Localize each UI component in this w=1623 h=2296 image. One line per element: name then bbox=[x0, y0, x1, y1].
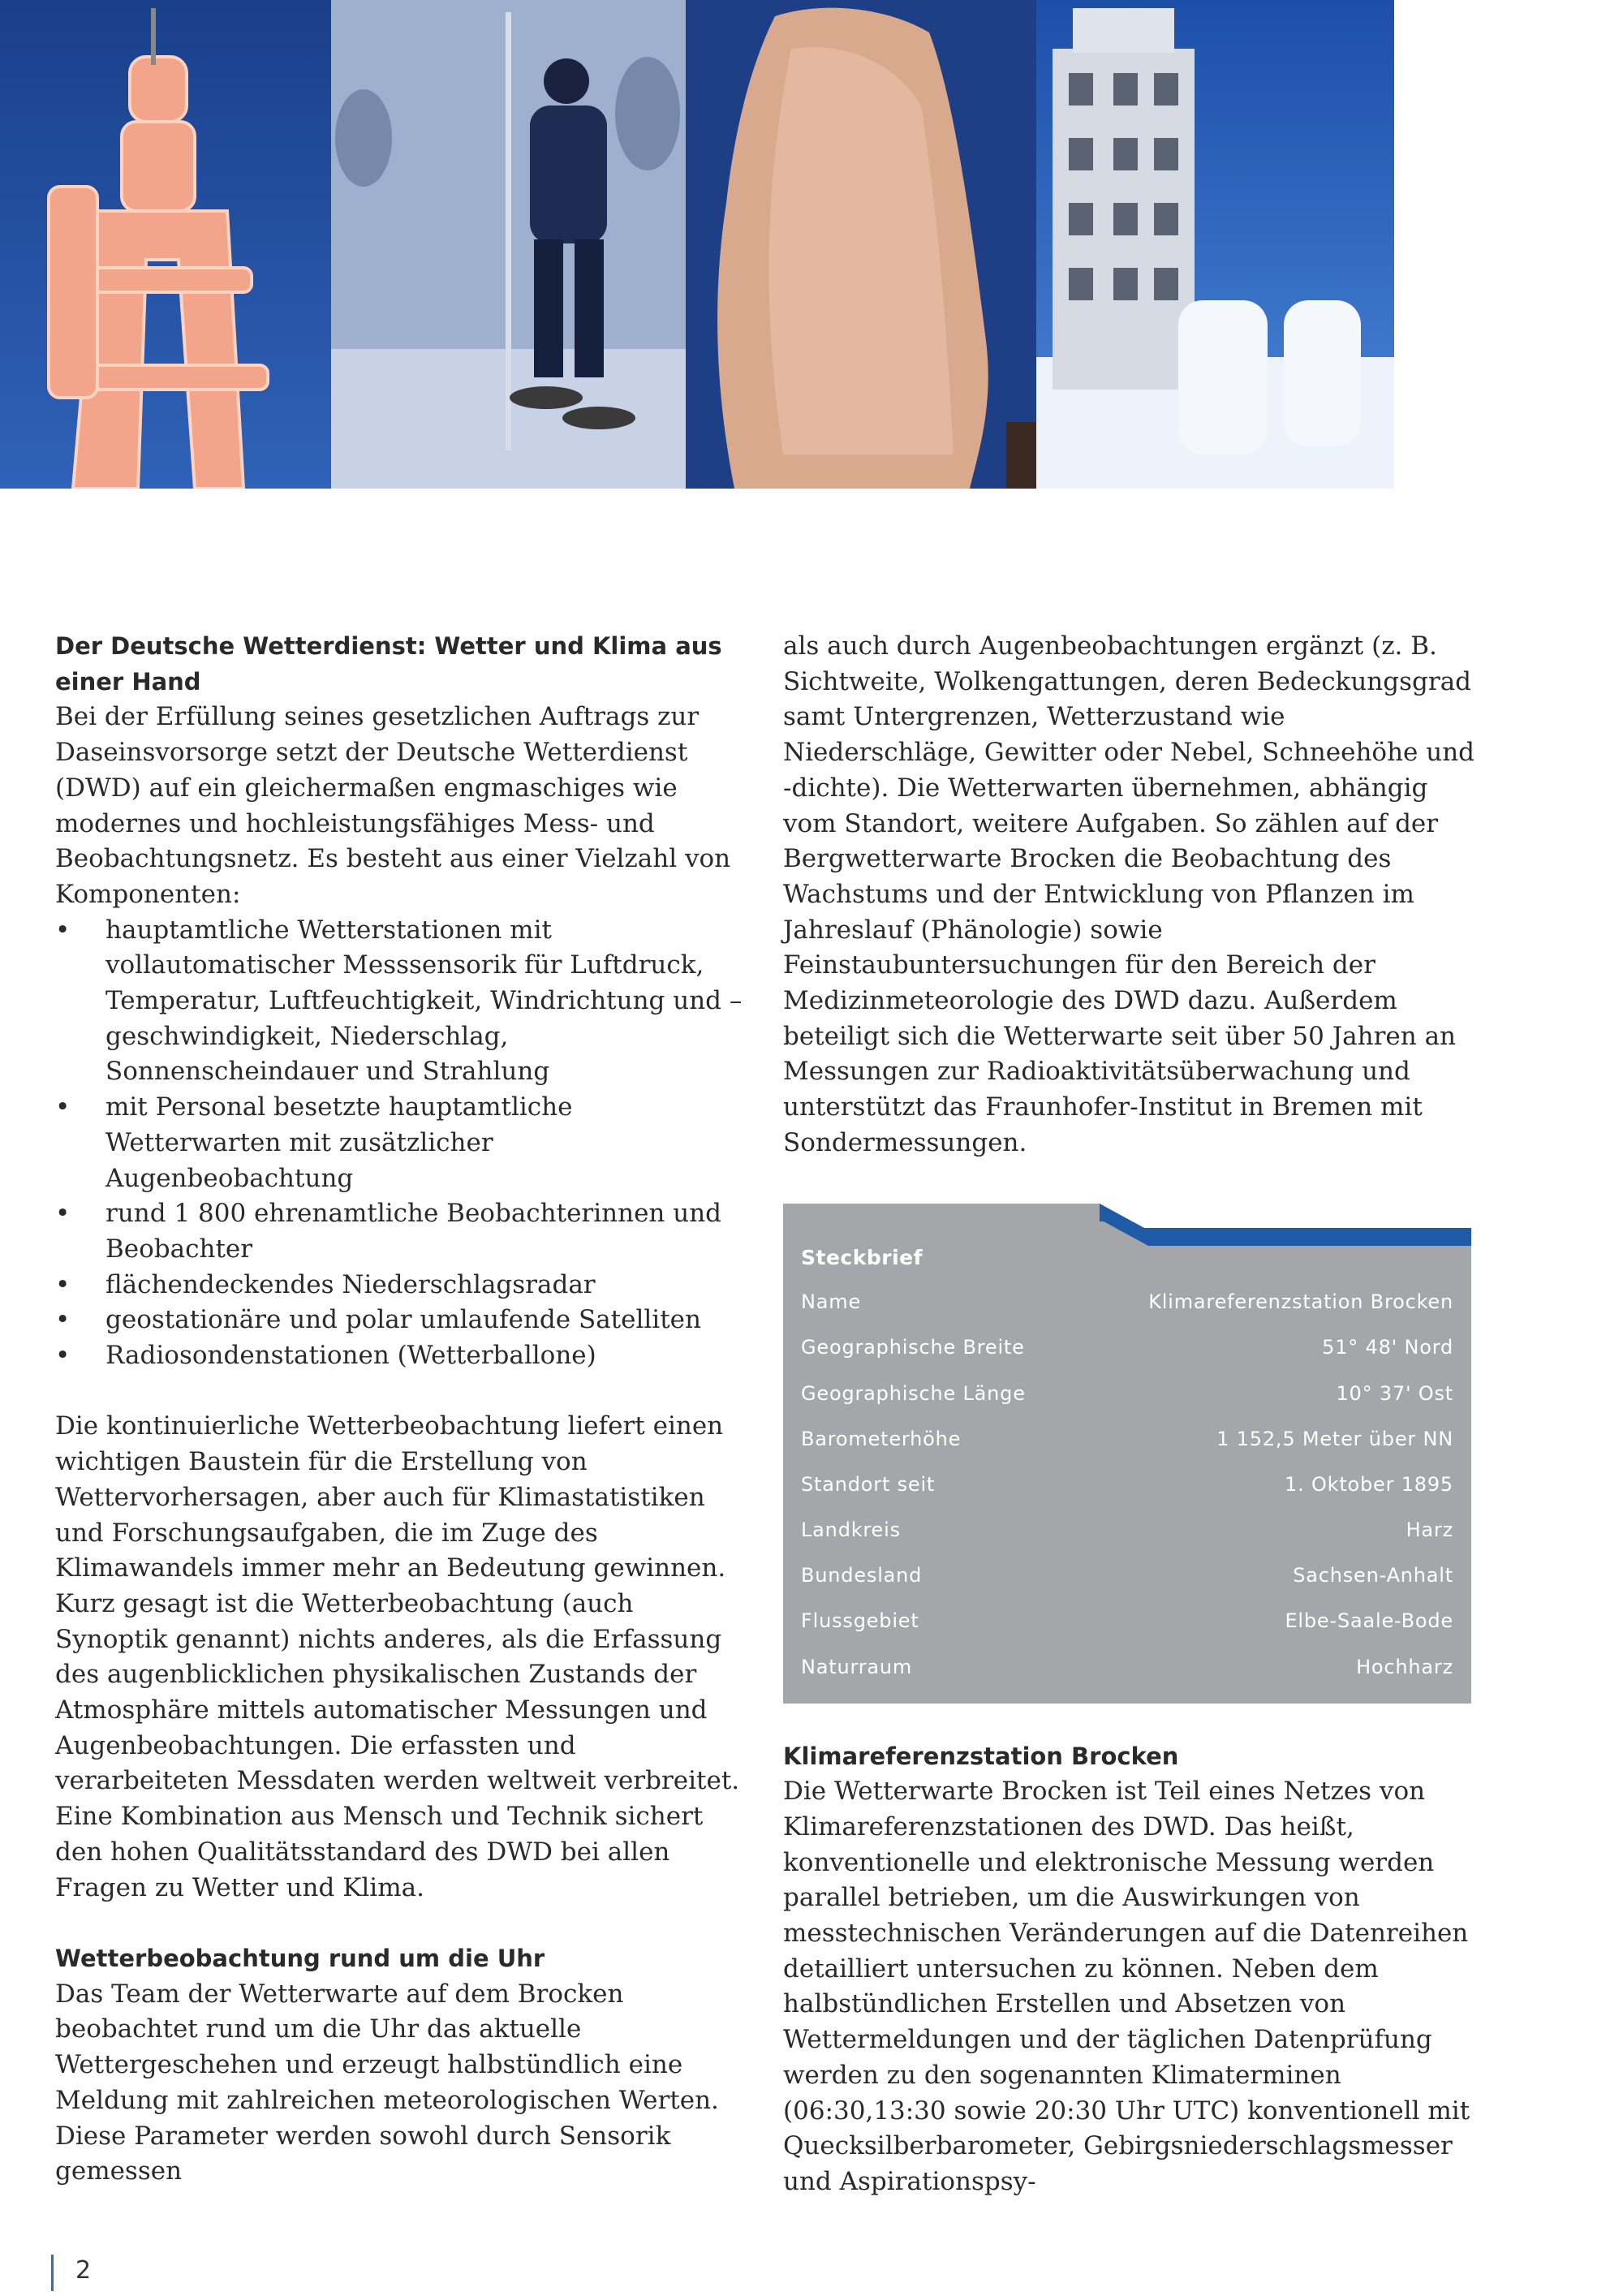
factbox-row bbox=[801, 1467, 1453, 1503]
list-item: • Radiosondenstationen (Wetterballone) bbox=[55, 1338, 745, 1374]
rime-mast-photo bbox=[0, 0, 331, 489]
factbox-steckbrief bbox=[783, 1204, 1471, 1704]
list-item: • flächendeckendes Niederschlagsradar bbox=[55, 1268, 745, 1303]
page-number: 2 bbox=[75, 2256, 92, 2285]
list-item: • mit Personal besetzte hauptamtliche Wetterwarten mit zusätzlicher Augenbeobachtung bbox=[55, 1090, 745, 1196]
factbox-label: Flussgebiet bbox=[801, 1609, 919, 1632]
observation-paragraph: Die kontinuierliche Wetterbeobachtung liefert einen wichtigen Baustein für die Erstellung von Wettervorhersagen, aber auch für Klimastatistiken und Forschungsaufgaben, die im Zuge des Klimawandels immer mehr an Bedeutung gewinnen. Kurz gesagt ist die Wetterbeobachtung (auch Synoptik genannt) nichts anderes, als die Erfassung des augenblicklichen physikalischen Zustands der Atmosphäre mittels automatischer Messungen und Augenbeobachtungen. Die erfassten und verarbeiteten Messdaten werden weltweit verbreitet. Eine Kombination aus Mensch und Technik sichert den hohen Qualitätsstandard des DWD bei allen Fragen zu Wetter und Klima. bbox=[55, 1411, 740, 1902]
factbox-label: Naturraum bbox=[801, 1655, 913, 1678]
factbox-label: Landkreis bbox=[801, 1518, 901, 1541]
factbox-label: Bundesland bbox=[801, 1563, 923, 1587]
left-column bbox=[55, 629, 745, 2190]
intro-paragraph: Bei der Erfüllung seines gesetzlichen Auftrags zur Daseinsvorsorge setzt der Deutsche Wetterdienst (DWD) auf ein gleichermaßen engmaschiges wie modernes und hochleistungsfähiges Mess- und Beobachtungsnetz. Es besteht aus einer Vielzahl von Komponenten: bbox=[55, 702, 731, 909]
factbox-row bbox=[801, 1650, 1453, 1686]
section-heading-station: Klimareferenzstation Brocken bbox=[783, 1742, 1179, 1770]
right-column bbox=[783, 629, 1481, 2200]
observation-team-paragraph: Das Team der Wetterwarte auf dem Brocken beobachtet rund um die Uhr das aktuelle Wettergeschehen und erzeugt halbstündlich eine Meldung mit zahlreichen meteorologischen Werten. Diese Parameter werden sowohl durch Sensorik gemessen bbox=[55, 1979, 719, 2186]
list-item: • hauptamtliche Wetterstationen mit vollautomatischer Messsensorik für Luftdruck, Temperatur, Luftfeuchtigkeit, Windrichtung und –geschwindigkeit, Niederschlag, Sonnenscheindauer und Strahlung bbox=[55, 913, 745, 1091]
factbox-value: Hochharz bbox=[1356, 1655, 1453, 1678]
factbox-value: Sachsen-Anhalt bbox=[1293, 1563, 1453, 1587]
factbox-value: 1. Oktober 1895 bbox=[1285, 1472, 1453, 1496]
factbox-row bbox=[801, 1604, 1453, 1639]
brocken-tower-photo bbox=[1036, 0, 1394, 489]
factbox-value: Elbe-Saale-Bode bbox=[1285, 1609, 1453, 1632]
factbox-row bbox=[801, 1513, 1453, 1549]
factbox-value: 1 152,5 Meter über NN bbox=[1216, 1427, 1453, 1450]
factbox-value: Klimareferenzstation Brocken bbox=[1148, 1290, 1453, 1313]
factbox-row bbox=[801, 1285, 1453, 1320]
snow-measurement-photo bbox=[331, 0, 686, 489]
factbox-title: Steckbrief bbox=[801, 1245, 923, 1269]
factbox-value: 51° 48' Nord bbox=[1322, 1335, 1453, 1359]
factbox-value: Harz bbox=[1406, 1518, 1453, 1541]
factbox-row bbox=[801, 1422, 1453, 1458]
list-item: • geostationäre und polar umlaufende Satelliten bbox=[55, 1303, 745, 1338]
components-list bbox=[55, 913, 745, 1374]
photo-strip bbox=[0, 0, 1394, 489]
factbox-value: 10° 37' Ost bbox=[1336, 1381, 1453, 1405]
factbox-label: Geographische Länge bbox=[801, 1381, 1026, 1405]
factbox-label: Name bbox=[801, 1290, 862, 1313]
factbox-row bbox=[801, 1376, 1453, 1412]
factbox-label: Barometerhöhe bbox=[801, 1427, 962, 1450]
factbox-row bbox=[801, 1558, 1453, 1594]
factbox-row bbox=[801, 1330, 1453, 1366]
station-paragraph: Die Wetterwarte Brocken ist Teil eines Netzes von Klimareferenzstationen des DWD. Das heißt, konventionelle und elektronische Messung werden parallel betrieben, um die Auswirkungen von messtechnischen Veränderungen auf die Datenreihen detailliert untersuchen zu können. Neben dem halbstündlichen Erstellen und Absetzen von Wettermeldungen und der täglichen Datenprüfung werden zu den sogenannten Klimaterminen (06:30,13:30 sowie 20:30 Uhr UTC) konventionell mit Quecksilberbarometer, Gebirgsniederschlagsmesser und Aspirationspsy- bbox=[783, 1777, 1470, 2196]
factbox-label: Geographische Breite bbox=[801, 1335, 1025, 1359]
rime-covered-pole-photo bbox=[686, 0, 1036, 489]
list-item: • rund 1 800 ehrenamtliche Beobachterinnen und Beobachter bbox=[55, 1196, 745, 1267]
page-number-rule bbox=[51, 2255, 54, 2291]
continuation-paragraph: als auch durch Augenbeobachtungen ergänzt (z. B. Sichtweite, Wolkengattungen, deren Bedeckungsgrad samt Untergrenzen, Wetterzustand wie Niederschläge, Gewitter oder Nebel, Schneehöhe und -dichte). Die Wetterwarten übernehmen, abhängig vom Standort, weitere Aufgaben. So zählen auf der Bergwetterwarte Brocken die Beobachtung des Wachstums und der Entwicklung von Pflanzen im Jahreslauf (Phänologie) sowie Feinstaubuntersuchungen für den Bereich der Medizinmeteorologie des DWD dazu. Außerdem beteiligt sich die Wetterwarte seit über 50 Jahren an Messungen zur Radioaktivitätsüberwachung und unterstützt das Fraunhofer-Institut in Bremen mit Sondermessungen. bbox=[783, 631, 1475, 1157]
section-heading-dwd: Der Deutsche Wetterdienst: Wetter und Klima aus einer Hand bbox=[55, 632, 722, 696]
factbox-label: Standort seit bbox=[801, 1472, 936, 1496]
section-heading-observation: Wetterbeobachtung rund um die Uhr bbox=[55, 1944, 545, 1972]
